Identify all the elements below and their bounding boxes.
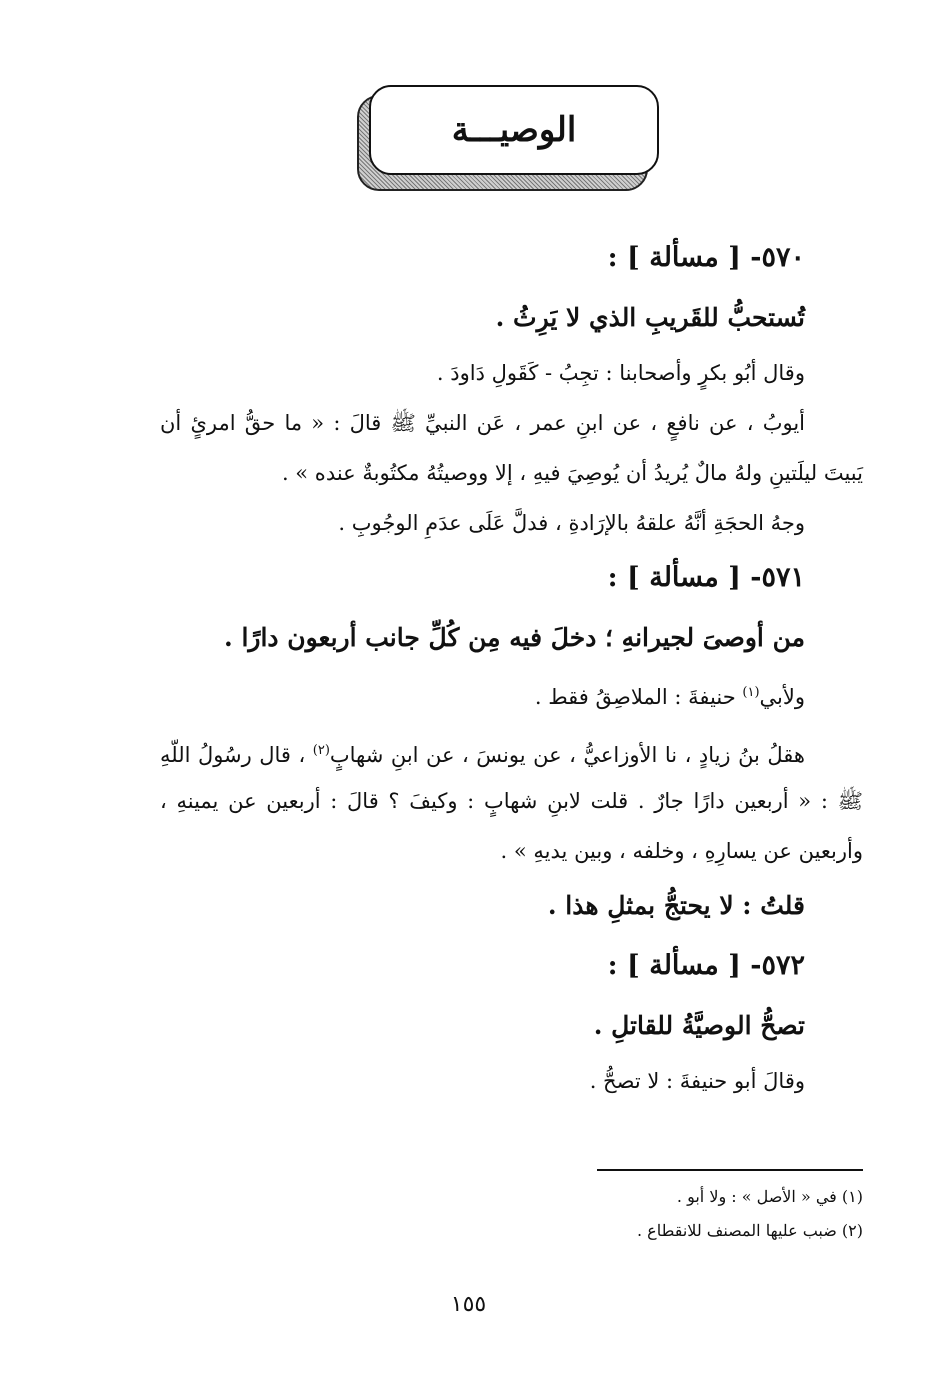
- hadith-line: أيوبُ ، عن نافعٍ ، عن ابنِ عمر ، عَن النبيِّ ﷺ قالَ : « ما حقُّ امرئٍ أن: [160, 411, 805, 435]
- issue-572-ruling: تصحُّ الوصيَّةُ للقاتلِ .: [593, 1011, 805, 1040]
- footnote-ref-1: (١): [742, 685, 760, 700]
- footnote-1: (١) في « الأصل » : ولا أبو .: [676, 1187, 863, 1206]
- hadith-text: هقلُ بنُ زيادٍ ، نا الأوزاعيُّ ، عن يونسَ ، عن ابنِ شهابٍ: [329, 743, 805, 767]
- issue-570-argument: وجهُ الحجَةِ أنَّهُ علقهُ بالإرَادةِ ، فدلَّ عَلَى عدَمِ الوجُوبِ .: [338, 511, 805, 535]
- issue-571-ruling: من أوصىَ لجيرانهِ ؛ دخلَ فيه مِن كُلِّ جانب أربعون دارًا .: [224, 623, 805, 652]
- footnote-ref-2: (٢): [312, 743, 330, 758]
- hadith-line: يَبيتَ ليلَتينِ ولهُ مالٌ يُريدُ أن يُوصِيَ فيهِ ، إلا ووصيتُهُ مكتُوبةٌ عنده » .: [281, 461, 863, 485]
- issue-570-heading: ٥٧٠- [ مسألة ] :: [607, 242, 805, 273]
- issue-571-opinion: [160, 668, 863, 718]
- main-text: [160, 228, 863, 1106]
- footnote-2: (٢) ضبب عليها المصنف للانقطاع .: [637, 1221, 863, 1240]
- issue-570-hadith: [160, 398, 863, 498]
- hadith-line: وأربعين عن يسارِهِ ، وخلفه ، وبين يديهِ » .: [500, 839, 863, 863]
- issue-571-heading: ٥٧١- [ مسألة ] :: [607, 562, 805, 593]
- issue-570-opinion: وقال أبُو بكرٍ وأصحابنا : تجِبُ - كَقَولِ دَاودَ .: [436, 361, 805, 385]
- issue-572-opinion: وقالَ أبو حنيفةَ : لا تصحُّ .: [589, 1069, 805, 1093]
- issue-571-hadith: [160, 726, 863, 876]
- page-number: ١٥٥: [450, 1292, 487, 1317]
- hadith-line: ﷺ : « أربعين دارًا جارٌ . قلت لابنِ شهابٍ : وكيفَ ؟ قالَ : أربعين عن يمينهِ ،: [160, 789, 863, 813]
- opinion-text: حنيفةَ : الملاصِقُ فقط .: [534, 685, 743, 709]
- hadith-line: [160, 726, 863, 776]
- footnote-divider: [597, 1169, 863, 1171]
- opinion-text: ولأبي: [759, 685, 805, 709]
- issue-572-heading: ٥٧٢- [ مسألة ] :: [607, 950, 805, 981]
- chapter-title: الوصيـــة: [451, 110, 577, 150]
- hadith-text: ، قال رسُولُ اللّهِ: [160, 743, 313, 767]
- chapter-title-frame: [357, 85, 659, 187]
- issue-570-ruling: تُستحبُّ للقَريبِ الذي لا يَرِثُ .: [495, 303, 805, 332]
- issue-571-comment: قلتُ : لا يحتجُّ بمثلِ هذا .: [547, 891, 805, 920]
- title-box: [369, 85, 659, 175]
- footnotes: [363, 1180, 863, 1248]
